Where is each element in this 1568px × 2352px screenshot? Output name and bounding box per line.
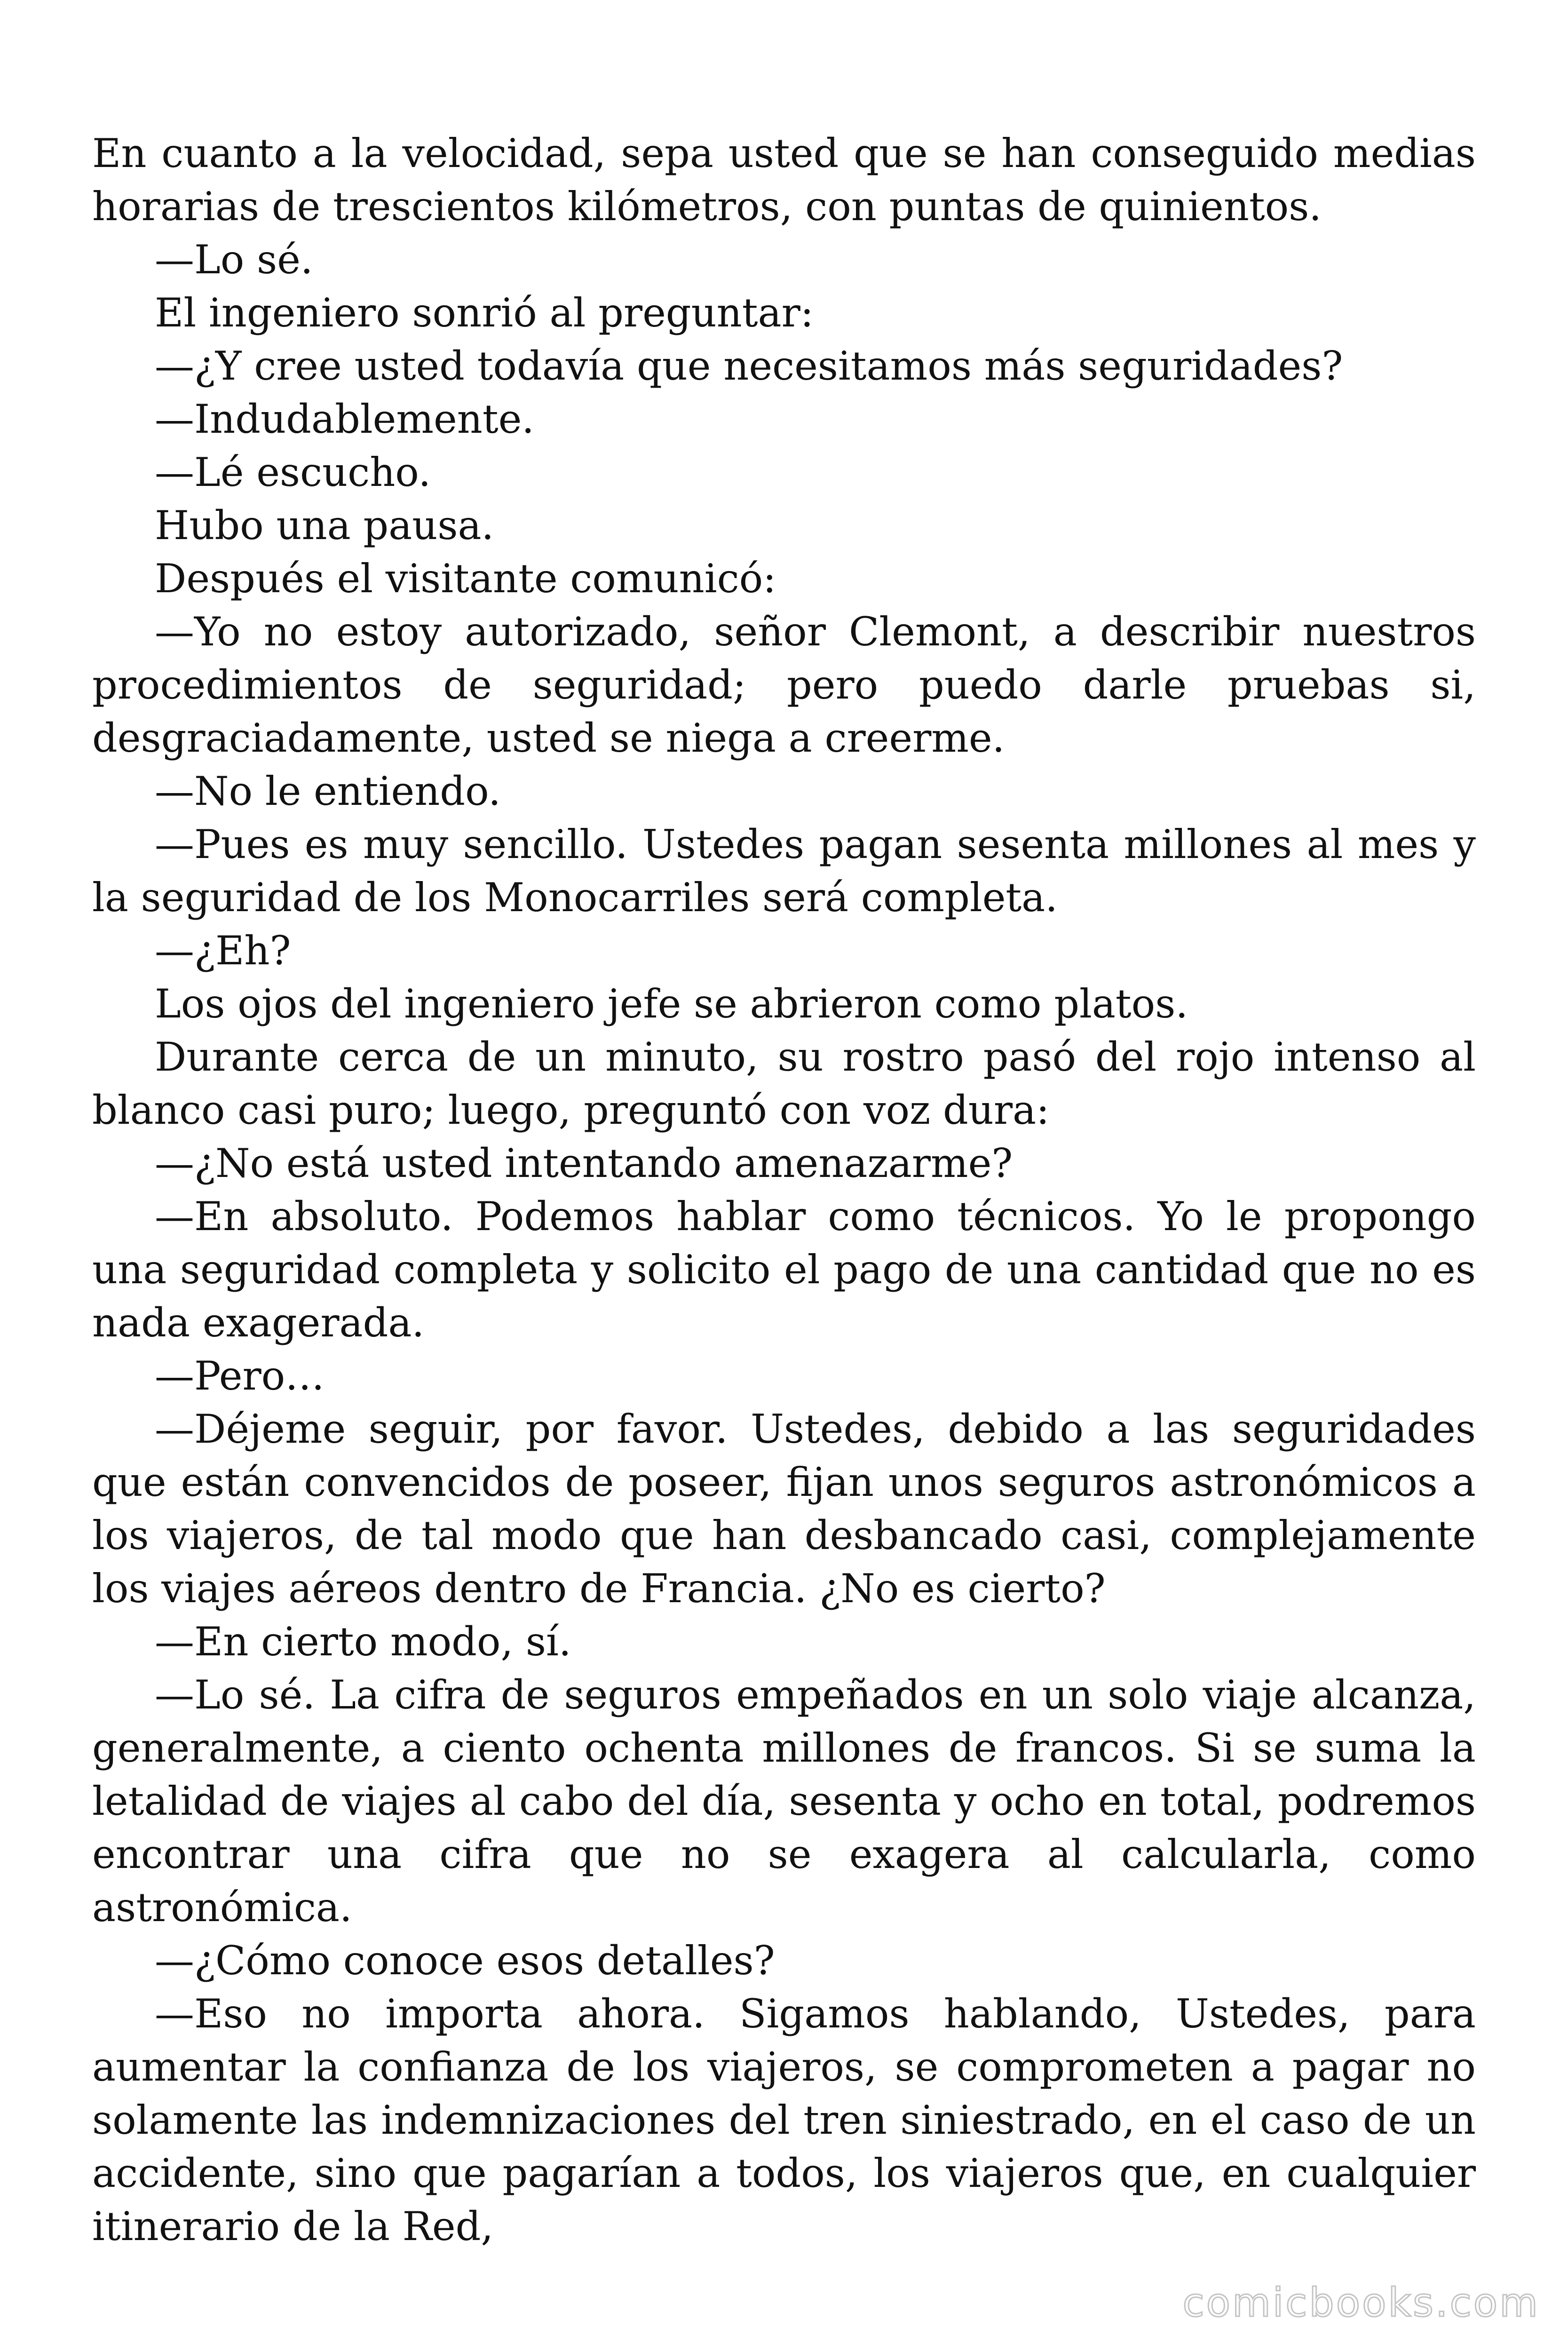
paragraph-22: —Eso no importa ahora. Sigamos hablando, Ustedes, para aumentar la confianza de los viajeros, se comprometen a pagar no solamente las indemnizaciones del tren siniestrado, en el caso de un accidente, sino que pagarían a todos, los viajeros que, en cualquier itinerario de la Red, bbox=[92, 1991, 1476, 2249]
paragraph-19: —En cierto modo, sí. bbox=[155, 1619, 571, 1665]
paragraph-11: —Pues es muy sencillo. Ustedes pagan sesenta millones al mes y la seguridad de los Monocarriles será completa. bbox=[92, 821, 1476, 921]
paragraph-14: Durante cerca de un minuto, su rostro pasó del rojo intenso al blanco casi puro; luego, preguntó con voz dura: bbox=[92, 1034, 1476, 1133]
watermark: comicbooks.com bbox=[1182, 2280, 1540, 2326]
book-page-text bbox=[92, 127, 1476, 2253]
paragraph-13: Los ojos del ingeniero jefe se abrieron como platos. bbox=[155, 981, 1188, 1027]
paragraph-16: —En absoluto. Podemos hablar como técnicos. Yo le propongo una seguridad completa y solicito el pago de una cantidad que no es nada exagerada. bbox=[92, 1193, 1476, 1346]
paragraph-8: Después el visitante comunicó: bbox=[155, 556, 776, 602]
paragraph-4: —¿Y cree usted todavía que necesitamos más seguridades? bbox=[155, 343, 1343, 389]
paragraph-5: —Indudablemente. bbox=[155, 396, 534, 442]
paragraph-21: —¿Cómo conoce esos detalles? bbox=[155, 1938, 775, 1984]
paragraph-6: —Lé escucho. bbox=[155, 449, 431, 495]
paragraph-20: —Lo sé. La cifra de seguros empeñados en un solo viaje alcanza, generalmente, a ciento ochenta millones de francos. Si se suma la letalidad de viajes al cabo del día, sesenta y ocho en total, podremos encontrar una cifra que no se exagera al calcularla, como astronómica. bbox=[92, 1672, 1476, 1931]
paragraph-10: —No le entiendo. bbox=[155, 768, 501, 814]
paragraph-1: En cuanto a la velocidad, sepa usted que se han conseguido medias horarias de trescientos kilómetros, con puntas de quinientos. bbox=[92, 130, 1476, 230]
paragraph-9: —Yo no estoy autorizado, señor Clemont, a describir nuestros procedimientos de seguridad; pero puedo darle pruebas si, desgraciadamente, usted se niega a creerme. bbox=[92, 609, 1476, 761]
paragraph-17: —Pero… bbox=[155, 1353, 325, 1399]
paragraph-12: —¿Eh? bbox=[155, 928, 291, 974]
paragraph-15: —¿No está usted intentando amenazarme? bbox=[155, 1140, 1013, 1186]
paragraph-2: —Lo sé. bbox=[155, 237, 313, 283]
paragraph-18: —Déjeme seguir, por favor. Ustedes, debido a las seguridades que están convencidos de poseer, fijan unos seguros astronómicos a los viajeros, de tal modo que han desbancado casi, complejamente los viajes aéreos dentro de Francia. ¿No es cierto? bbox=[92, 1406, 1476, 1612]
paragraph-7: Hubo una pausa. bbox=[155, 502, 494, 548]
paragraph-3: El ingeniero sonrió al preguntar: bbox=[155, 290, 814, 336]
